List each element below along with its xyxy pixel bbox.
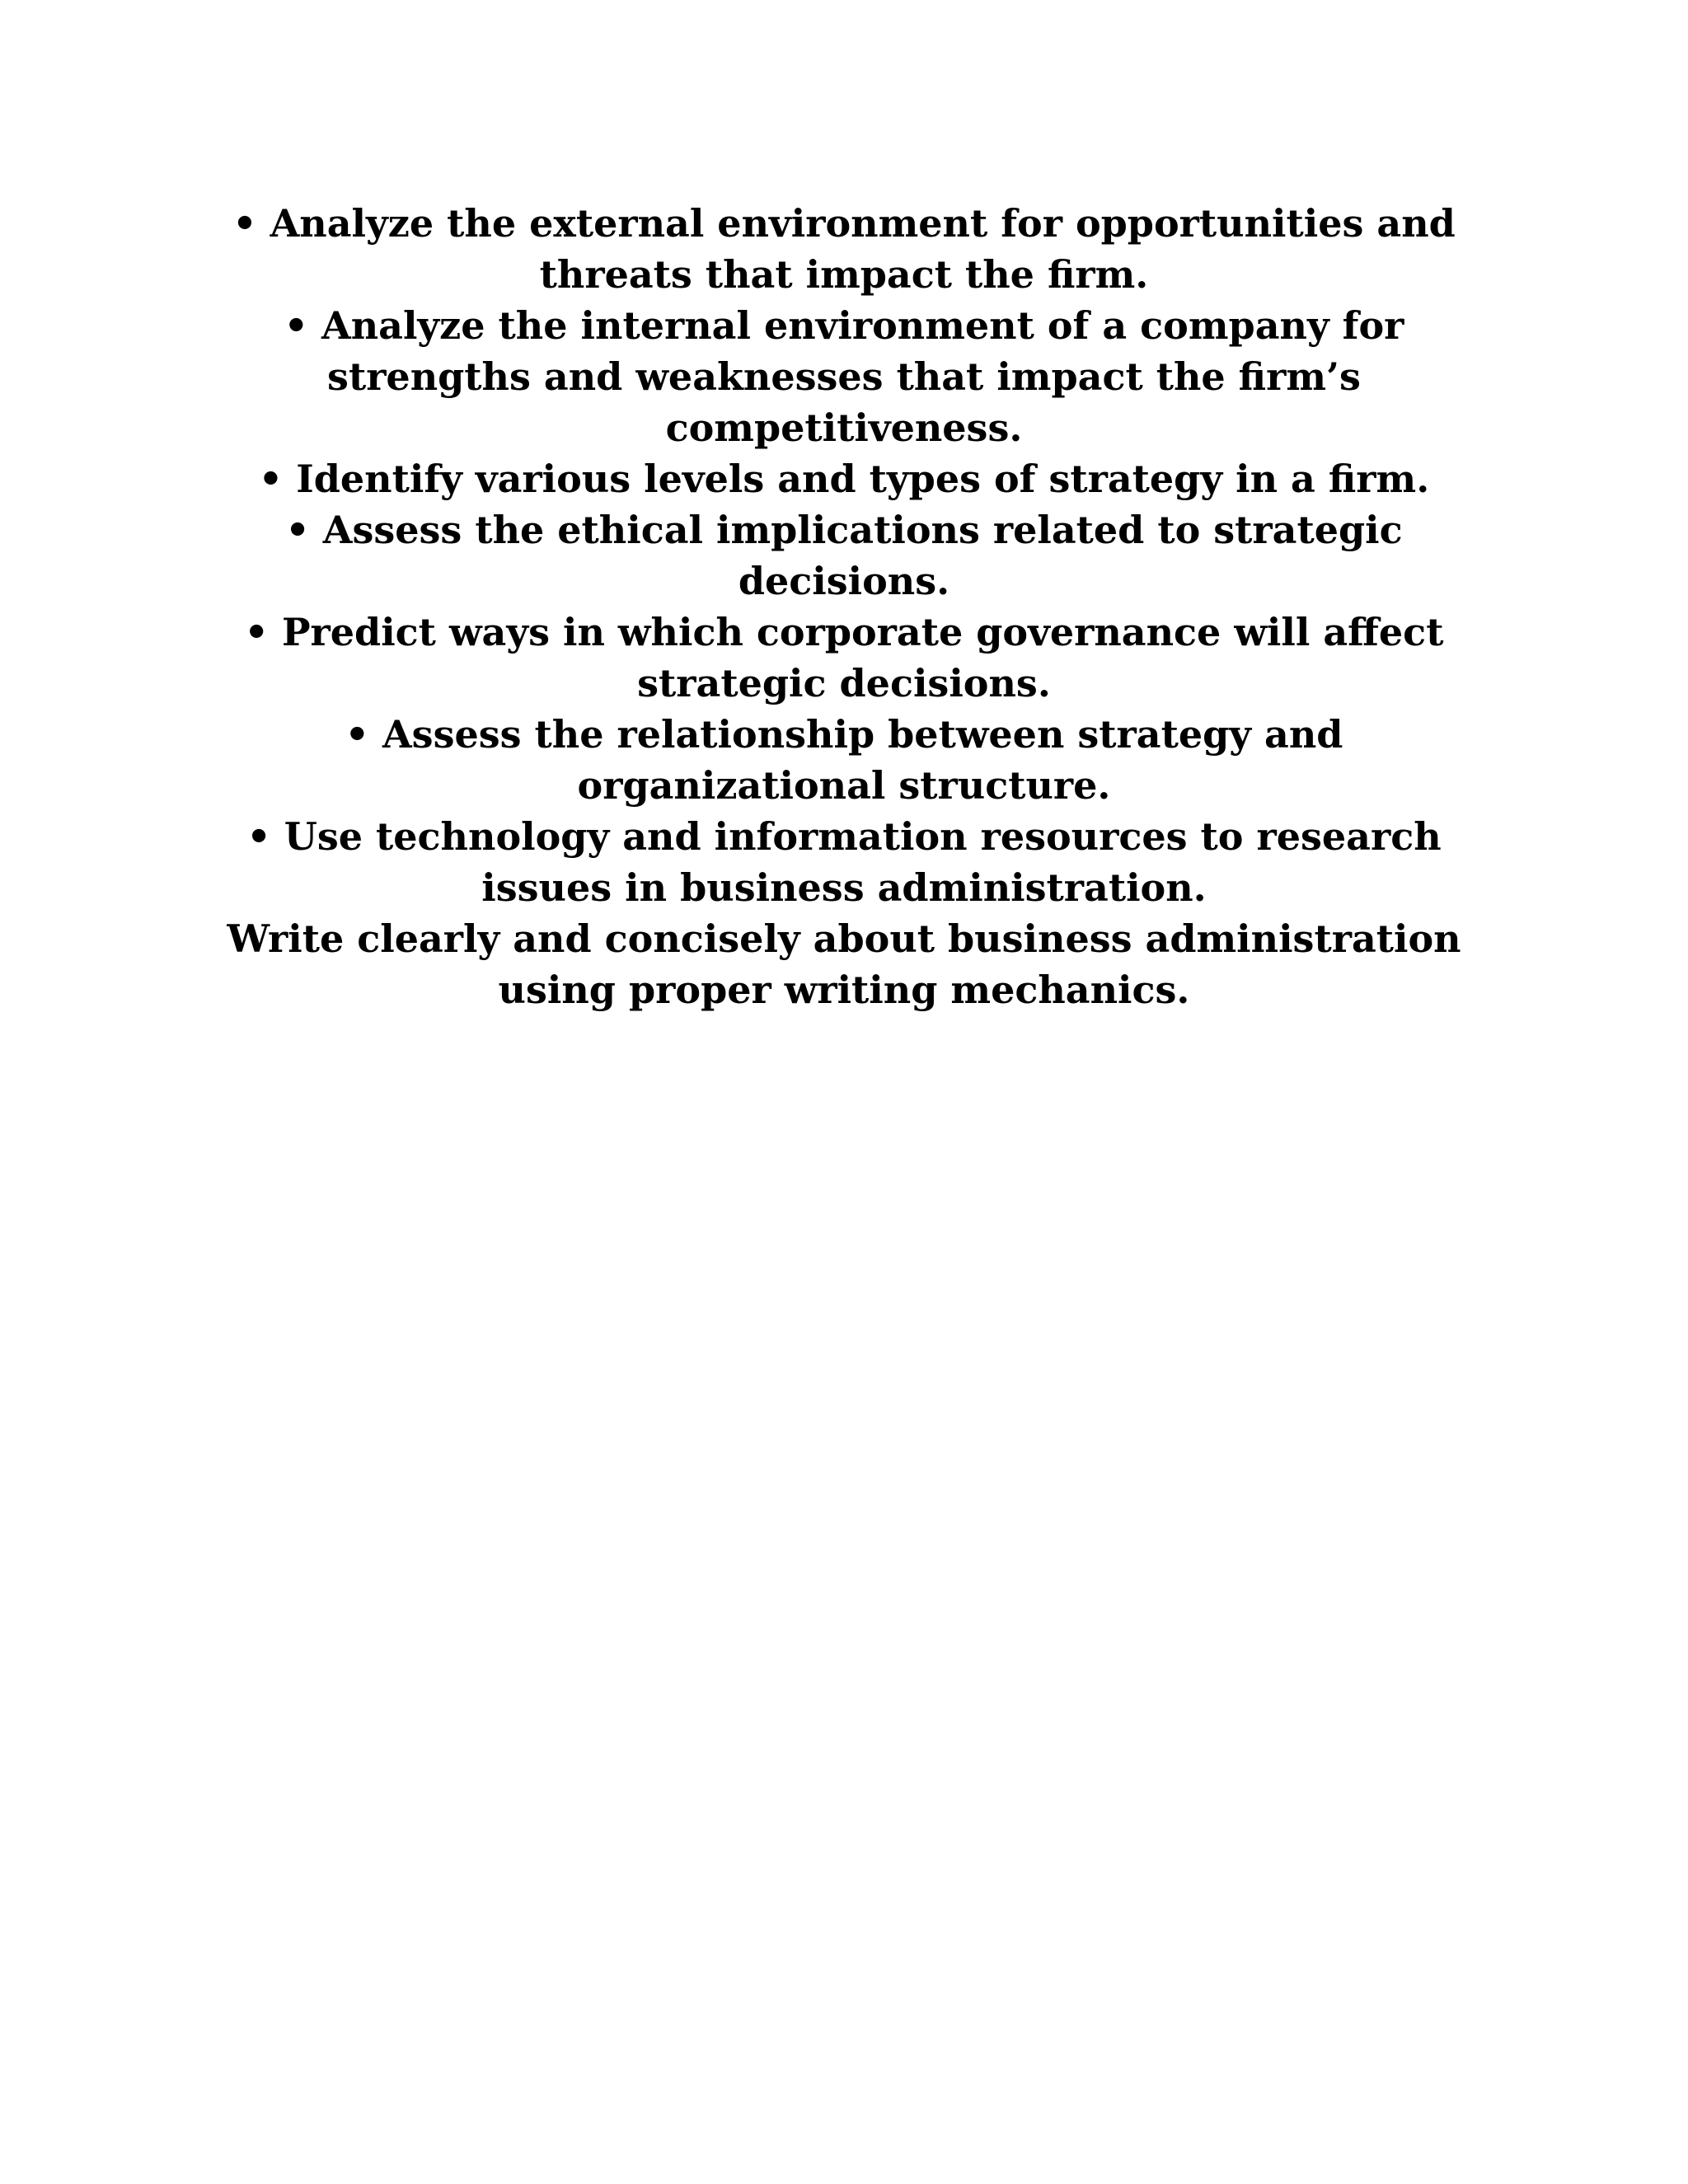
objective-strategy-structure: • Assess the relationship between strategy and organizational structure. — [345, 712, 1343, 808]
objective-ethical-implications: • Assess the ethical implications related to strategic decisions. — [285, 508, 1403, 603]
objective-corporate-governance: • Predict ways in which corporate governance will affect strategic decisions. — [244, 610, 1444, 705]
objective-internal-environment: • Analyze the internal environment of a company for strengths and weaknesses that impact the firm’s competitiveness. — [284, 303, 1404, 450]
objective-writing: Write clearly and concisely about business administration using proper writing mechanics. — [227, 916, 1461, 1012]
objectives-list — [198, 198, 1490, 1015]
objective-strategy-levels: • Identify various levels and types of strategy in a firm. — [258, 457, 1430, 501]
objective-external-environment: • Analyze the external environment for opportunities and threats that impact the firm. — [232, 201, 1456, 297]
objective-technology-research: • Use technology and information resources to research issues in business administration. — [246, 814, 1442, 910]
